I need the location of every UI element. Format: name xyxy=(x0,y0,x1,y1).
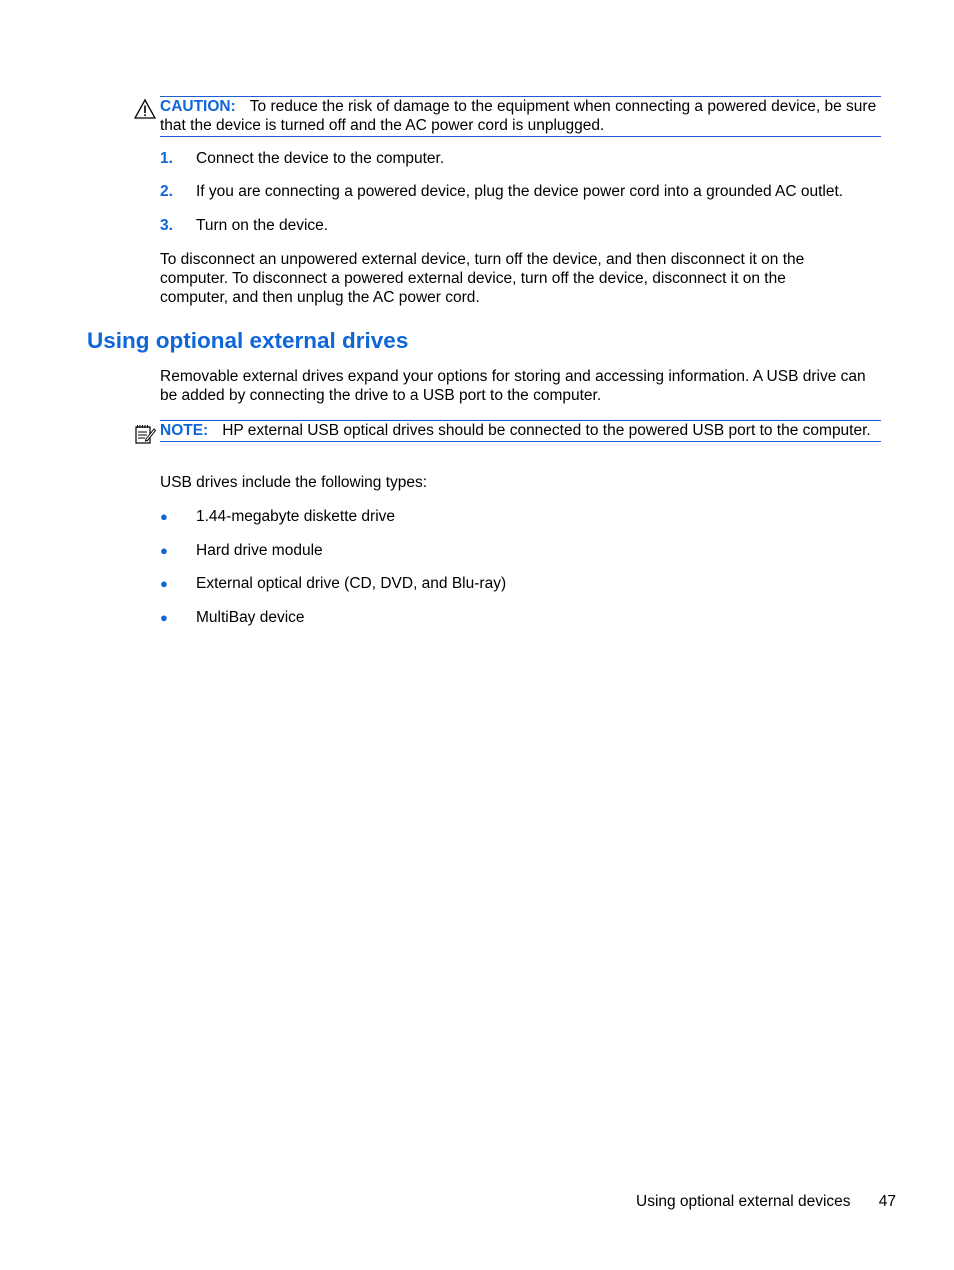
note-callout xyxy=(160,420,881,442)
step-number: 1. xyxy=(160,150,173,167)
bullet-icon: ● xyxy=(160,610,168,625)
caution-text: To reduce the risk of damage to the equipment when connecting a powered device, be sure that the device is turned off and the AC power cord is unplugged. xyxy=(160,98,877,134)
caution-callout xyxy=(160,96,881,137)
step-number: 3. xyxy=(160,217,173,234)
footer-section-title: Using optional external devices xyxy=(636,1193,851,1210)
bullet-icon: ● xyxy=(160,509,168,524)
section-intro-paragraph: Removable external drives expand your options for storing and accessing information. A USB drive can be added by connecting the drive to a USB port to the computer. xyxy=(160,368,866,404)
disconnect-paragraph: To disconnect an unpowered external device, turn off the device, and then disconnect it on the computer. To disconnect a powered external device, turn off the device, disconnect it on the computer, and then unplug the AC power cord. xyxy=(160,251,805,306)
note-label: NOTE: xyxy=(160,422,209,439)
page-number: 47 xyxy=(878,1193,896,1210)
page-footer xyxy=(636,1192,898,1211)
step-text: Connect the device to the computer. xyxy=(196,150,445,167)
list-item-text: External optical drive (CD, DVD, and Blu-ray) xyxy=(196,575,507,592)
list-item-text: Hard drive module xyxy=(196,542,323,559)
warning-triangle-icon xyxy=(134,98,156,120)
bullet-icon: ● xyxy=(160,576,168,591)
note-pad-icon xyxy=(134,423,156,445)
bullet-icon: ● xyxy=(160,543,168,558)
caution-label: CAUTION: xyxy=(160,98,236,115)
step-text: If you are connecting a powered device, plug the device power cord into a grounded AC outlet. xyxy=(196,183,844,200)
note-text: HP external USB optical drives should be connected to the powered USB port to the computer. xyxy=(222,422,871,439)
list-item-text: 1.44-megabyte diskette drive xyxy=(196,508,396,525)
list-item-text: MultiBay device xyxy=(196,609,305,626)
step-text: Turn on the device. xyxy=(196,217,329,234)
usb-types-intro: USB drives include the following types: xyxy=(160,474,428,491)
section-heading: Using optional external drives xyxy=(87,328,409,353)
step-number: 2. xyxy=(160,183,173,200)
